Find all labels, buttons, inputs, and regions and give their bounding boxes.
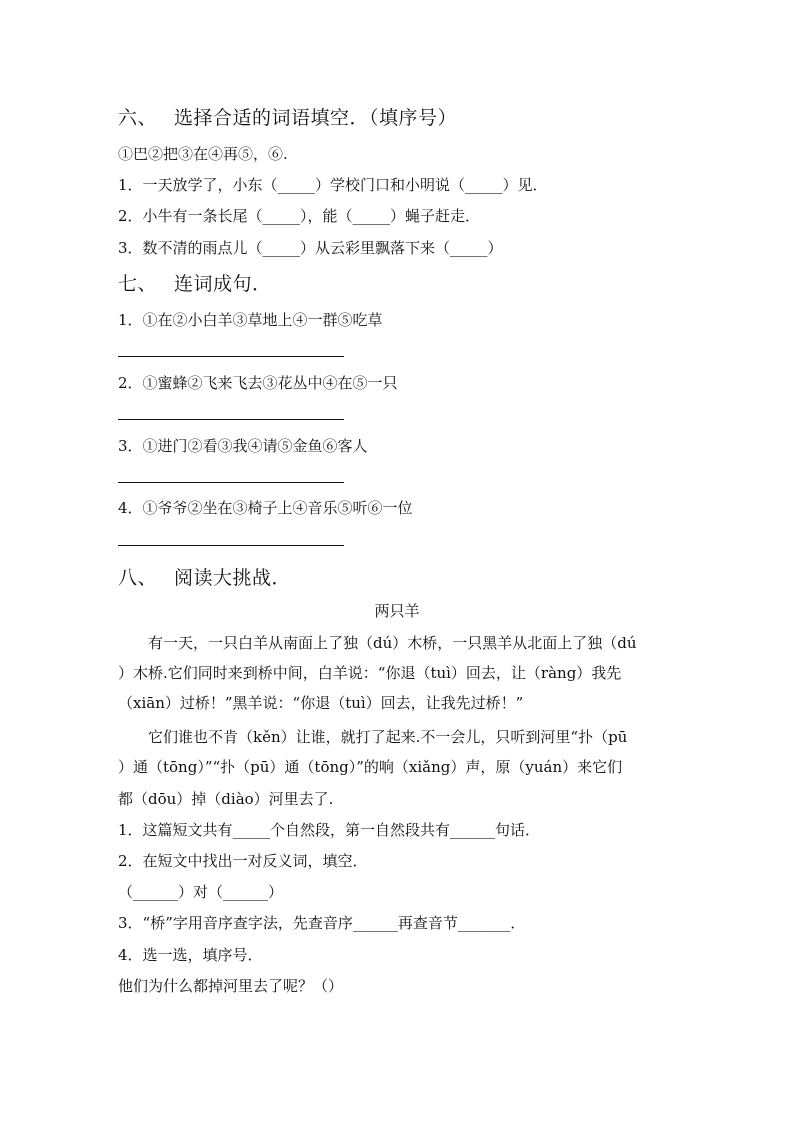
story-line: ）木桥.它们同时来到桥中间，白羊说：“你退（tuì）回去，让（ràng）我先 bbox=[118, 664, 622, 682]
story-line: （xiān）过桥！”黑羊说：“你退（tuì）回去，让我先过桥！” bbox=[118, 694, 524, 712]
section-7-question-1: 1．①在②小白羊③草地上④一群⑤吃草 bbox=[118, 311, 383, 329]
story-line: 它们谁也不肯（kěn）让谁，就打了起来.不一会儿，只听到河里“扑（pū bbox=[118, 728, 628, 746]
section-8-question-2-blanks: （______）对（______） bbox=[118, 883, 284, 901]
section-6-number: 六、 bbox=[118, 107, 158, 129]
section-7-question-4: 4．①爷爷②坐在③椅子上④音乐⑤听⑥一位 bbox=[118, 499, 413, 517]
section-6-question-3: 3．数不清的雨点儿（_____）从云彩里飘落下来（_____） bbox=[118, 239, 503, 257]
story-title: 两只羊 bbox=[374, 602, 420, 620]
section-8-question-4: 4．选一选，填序号． bbox=[118, 946, 263, 964]
answer-line-3 bbox=[118, 482, 344, 483]
answer-line-2 bbox=[118, 419, 344, 420]
section-7-number: 七、 bbox=[118, 273, 158, 295]
story-line: ）通（tōng）”“扑（pū）通（tōng）”的响（xiǎng）声，原（yuán）来它们 bbox=[118, 758, 623, 776]
story-line: 有一天，一只白羊从南面上了独（dú）木桥，一只黑羊从北面上了独（dú bbox=[118, 634, 637, 652]
section-6-question-1: 1．一天放学了，小东（_____）学校门口和小明说（_____）见． bbox=[118, 176, 548, 194]
section-6-title: 选择合适的词语填空．（填序号） bbox=[174, 107, 458, 129]
answer-line-4 bbox=[118, 545, 344, 546]
section-6-heading bbox=[118, 106, 457, 130]
section-6-question-2: 2．小牛有一条长尾（_____），能（_____）蝇子赶走． bbox=[118, 207, 481, 225]
section-8-question-2: 2．在短文中找出一对反义词，填空． bbox=[118, 852, 368, 870]
section-8-question-4-prompt: 他们为什么都掉河里去了呢？（） bbox=[118, 977, 344, 995]
section-7-question-2: 2．①蜜蜂②飞来飞去③花丛中④在⑤一只 bbox=[118, 374, 398, 392]
section-6-options: ①巴②把③在④再⑤，⑥. bbox=[118, 145, 288, 163]
section-8-heading bbox=[118, 566, 291, 590]
answer-line-1 bbox=[118, 356, 344, 357]
section-7-title: 连词成句． bbox=[174, 273, 272, 295]
story-line: 都（dōu）掉（diào）河里去了. bbox=[118, 790, 334, 808]
section-8-question-1: 1．这篇短文共有_____个自然段，第一自然段共有______句话． bbox=[118, 821, 541, 839]
section-8-title: 阅读大挑战． bbox=[174, 567, 292, 589]
section-7-question-3: 3．①进门②看③我④请⑤金鱼⑥客人 bbox=[118, 437, 368, 455]
section-7-heading bbox=[118, 272, 272, 296]
section-8-question-3: 3．“桥”字用音序查字法，先查音序______再查音节_______． bbox=[118, 914, 526, 932]
section-8-number: 八、 bbox=[118, 567, 158, 589]
